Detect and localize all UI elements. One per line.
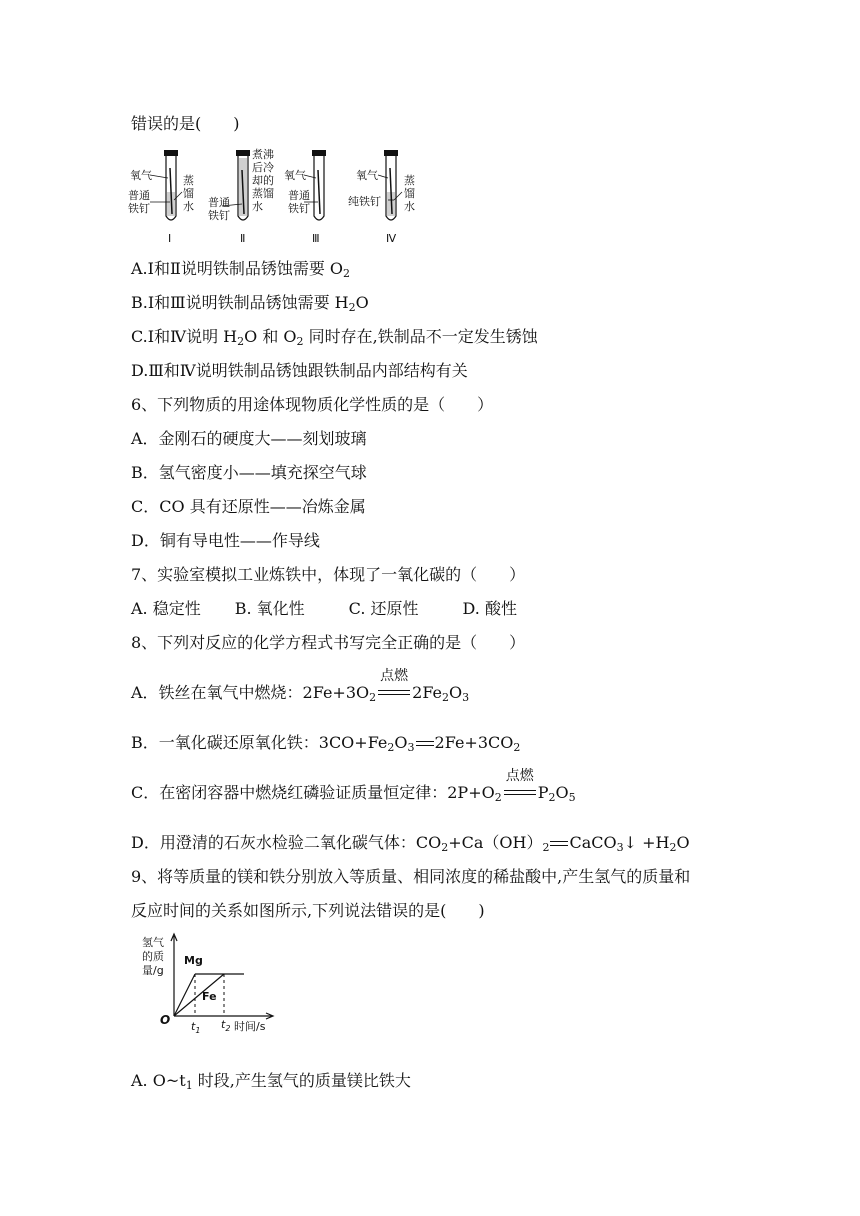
q6-option-c: C．CO 具有还原性——冶炼金属 (131, 497, 366, 516)
tube-label-2: Ⅱ (240, 232, 246, 245)
tube-label-3: Ⅲ (312, 232, 320, 245)
reaction-condition-c: 点燃 (502, 783, 538, 803)
q8-option-b: B．一氧化碳还原氧化铁：$3CO+Fe_2O_3$ $2Fe+3CO_2$ (131, 733, 521, 754)
fig-water-4c: 水 (404, 200, 415, 213)
fig-oxygen-label-1: 氧气 (130, 169, 152, 182)
q8-option-d: D．用澄清的石灰水检验二氧化碳气体：$CO_2+Ca(OH)_2$ CaCO$_3$↓ $+H_2O$ (131, 833, 690, 854)
fig-nail-label-1b: 铁钉 (128, 202, 150, 215)
fig-boiled-2: 后冷 (252, 161, 274, 174)
q6-option-d: D．铜有导电性——作导线 (131, 531, 320, 550)
graph-t2: $t_2$ (221, 1018, 231, 1033)
fig-pure-nail-label: 纯铁钉 (348, 195, 381, 208)
q7-option-a: A. 稳定性 (131, 599, 201, 618)
fig-boiled-5: 水 (252, 200, 263, 213)
fig-nail-label-2b: 铁钉 (208, 209, 230, 222)
q6-option-b: B．氢气密度小——填充探空气球 (131, 463, 367, 482)
q6-stem: 6、下列物质的用途体现物质化学性质的是（ ） (131, 395, 494, 414)
fig-boiled-4: 蒸馏 (252, 187, 274, 200)
graph-ylabel-1: 氢气 (142, 936, 164, 949)
q5-option-c: C.Ⅰ和Ⅳ说明 $H_2O$ 和 $O_2$ 同时存在,铁制品不一定发生锈蚀 (131, 327, 538, 348)
q9-hydrogen-graph (138, 932, 288, 1034)
graph-fe-label: Fe (202, 990, 217, 1003)
q5-option-d: D.Ⅲ和Ⅳ说明铁制品锈蚀跟铁制品内部结构有关 (131, 361, 468, 380)
fig-nail-label-3b: 铁钉 (288, 202, 310, 215)
q8-stem: 8、下列对反应的化学方程式书写完全正确的是（ ） (131, 633, 526, 652)
q8-option-a: A．铁丝在氧气中燃烧：$2Fe+3O_2$ 点燃 $2Fe_2O_3$ (131, 668, 470, 704)
fig-water-4b: 馏 (404, 187, 415, 200)
reaction-condition-a: 点燃 (376, 683, 412, 703)
fig-boiled-3: 却的 (252, 174, 274, 187)
fig-boiled-1: 煮沸 (252, 148, 274, 161)
fig-oxygen-label-3: 氧气 (284, 169, 306, 182)
graph-ylabel-3: 量/g (142, 964, 164, 977)
q7-option-d: D. 酸性 (462, 599, 517, 618)
tube-2 (208, 148, 274, 245)
graph-ylabel-2: 的质 (142, 950, 164, 963)
q7-stem: 7、实验室模拟工业炼铁中，体现了一氧化碳的（ ） (131, 565, 526, 584)
fig-water-1c: 水 (183, 200, 194, 213)
graph-xlabel: 时间/s (234, 1020, 266, 1033)
graph-t1: $t_1$ (191, 1020, 201, 1034)
q6-option-a: A．金刚石的硬度大——刻划玻璃 (131, 429, 367, 448)
q9-stem-line2: 反应时间的关系如图所示,下列说法错误的是( ) (131, 901, 485, 920)
fig-nail-label-2a: 普通 (208, 196, 230, 209)
q7-option-b: B. 氧化性 (234, 599, 305, 618)
q8-option-c: C．在密闭容器中燃烧红磷验证质量恒定律：$2P+O_2$ 点燃 $P_2O_5$ (131, 768, 576, 804)
tube-label-4: Ⅳ (386, 232, 397, 245)
q9-option-a: A. $O\sim t_1$ 时段,产生氢气的质量镁比铁大 (131, 1071, 411, 1092)
graph-mg-label: Mg (184, 954, 203, 967)
q9-stem-line1: 9、将等质量的镁和铁分别放入等质量、相同浓度的稀盐酸中,产生氢气的质量和 (131, 867, 691, 886)
tube-label-1: Ⅰ (168, 232, 172, 245)
q5-stem: 错误的是( ) (131, 114, 240, 133)
fig-water-1a: 蒸 (183, 174, 194, 187)
q7-option-c: C. 还原性 (348, 599, 419, 618)
fig-oxygen-label-4: 氧气 (356, 169, 378, 182)
fig-nail-label-1a: 普通 (128, 189, 150, 202)
q7-options (131, 599, 517, 619)
fig-nail-label-3a: 普通 (288, 189, 310, 202)
tube-1 (128, 150, 194, 245)
fig-water-4a: 蒸 (404, 174, 415, 187)
fig-water-1b: 馏 (183, 187, 194, 200)
graph-origin: O (160, 1013, 171, 1027)
tube-4 (348, 150, 415, 245)
q5-option-a: A.Ⅰ和Ⅱ说明铁制品锈蚀需要 $O_2$ (131, 259, 351, 280)
q5-test-tube-figure (128, 148, 428, 246)
q5-option-b: B.Ⅰ和Ⅲ说明铁制品锈蚀需要 $H_2O$ (131, 293, 369, 314)
tube-3 (284, 150, 326, 245)
